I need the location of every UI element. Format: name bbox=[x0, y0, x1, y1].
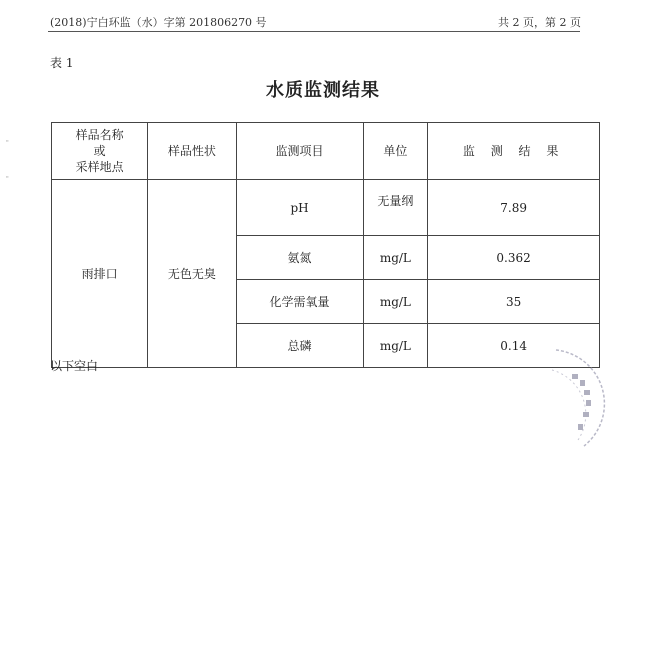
document-number: (2018)宁白环监（水）字第 201806270 号 bbox=[50, 16, 267, 29]
item-cell: pH bbox=[236, 180, 363, 236]
page-info: 共 2 页，第 2 页 bbox=[498, 16, 581, 29]
unit-cell: mg/L bbox=[363, 236, 428, 280]
unit-cell: mg/L bbox=[363, 280, 428, 324]
item-cell: 化学需氧量 bbox=[236, 280, 363, 324]
item-cell: 总磷 bbox=[236, 324, 363, 368]
result-cell: 0.362 bbox=[428, 236, 600, 280]
footer-note: 以下空白 bbox=[50, 359, 99, 373]
header-divider bbox=[48, 31, 580, 32]
header-item: 监测项目 bbox=[236, 123, 363, 180]
header-sample-name bbox=[52, 123, 148, 180]
margin-mark: " bbox=[6, 140, 9, 147]
sample-property-cell: 无色无臭 bbox=[148, 180, 236, 368]
header-sample-name-line3: 采样地点 bbox=[75, 160, 124, 174]
margin-mark: " bbox=[6, 176, 9, 183]
table-label: 表 1 bbox=[50, 56, 74, 70]
header-result: 监 测 结 果 bbox=[428, 123, 600, 180]
official-seal-icon bbox=[548, 340, 626, 448]
result-cell: 35 bbox=[428, 280, 600, 324]
results-table bbox=[51, 122, 600, 368]
result-cell: 7.89 bbox=[428, 180, 600, 236]
unit-cell: 无量纲 bbox=[363, 180, 428, 236]
unit-cell: mg/L bbox=[363, 324, 428, 368]
page-title: 水质监测结果 bbox=[266, 80, 380, 101]
table-header-row bbox=[52, 123, 600, 180]
table-row bbox=[52, 180, 600, 236]
header-sample-name-line1: 样品名称 bbox=[75, 128, 124, 142]
header-sample-name-line2: 或 bbox=[93, 144, 106, 158]
header-sample-property: 样品性状 bbox=[148, 123, 236, 180]
header-unit: 单位 bbox=[363, 123, 428, 180]
item-cell: 氨氮 bbox=[236, 236, 363, 280]
sample-location-cell: 雨排口 bbox=[52, 180, 148, 368]
result-cell: 0.14 bbox=[428, 324, 600, 368]
